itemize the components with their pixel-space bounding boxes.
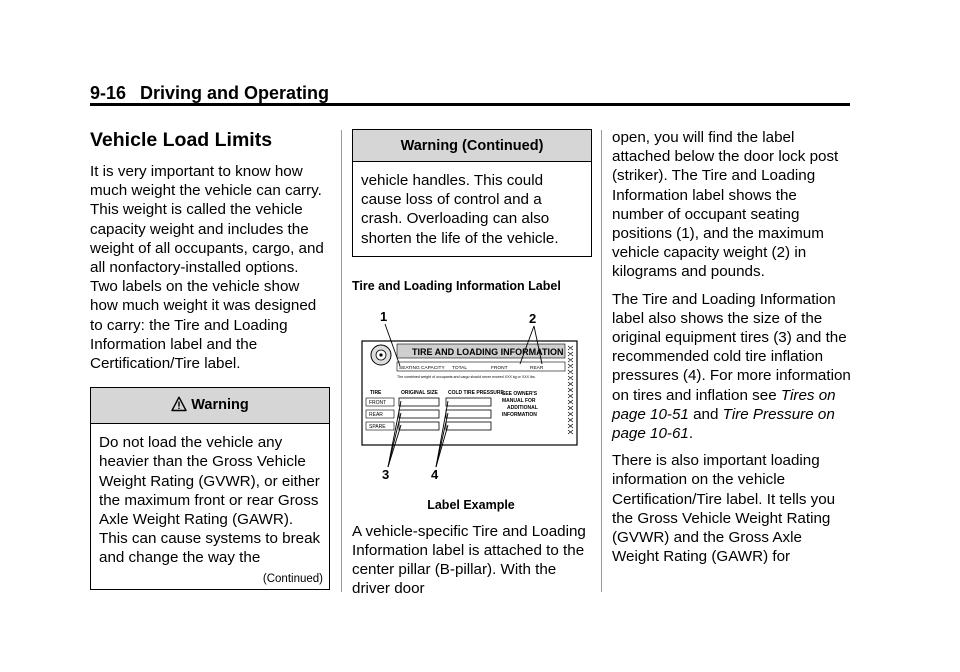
manual-note-line-4: INFORMATION [502,411,537,418]
column-divider [341,130,342,592]
column-3 [612,128,852,574]
warning-header [91,388,329,424]
tire-row-rear: REAR [369,411,383,418]
tire-row-front: FRONT [369,399,387,406]
warning-continued-box [352,129,592,257]
warning-title: Warning [191,397,249,414]
tire-pressure-page-link[interactable]: Tire Pressure on page 10-61 [612,405,835,443]
seating-capacity-label: SEATING CAPACITY [399,365,445,371]
column-2 [352,125,590,599]
tire-label-figure [352,304,590,494]
warning-continued-header: Warning (Continued) [353,130,591,162]
warning-triangle-icon [171,396,187,416]
tire-column-header: TIRE [370,389,382,396]
callout-1: 1 [380,308,388,324]
intro-paragraph: It is very important to know how much weight the vehicle can carry. This weight is called the vehicle capacity weight and includes the weight of all occupants, cargo, and all nonfactory-installed options. Two labels on the vehicle show how much weight it was designed to carry: the Tire and Loading Information label and the Certification/Tire label. [90,163,324,373]
pressure-column-header: COLD TIRE PRESSURE [448,389,504,396]
warning-box [90,387,330,589]
size-column-header: ORIGINAL SIZE [401,389,438,396]
figure-heading: Tire and Loading Information Label [352,278,561,293]
continued-note: (Continued) [262,572,323,585]
link-conjunction: and [693,405,719,423]
manual-note-line-2: MANUAL FOR [502,397,536,404]
callout-4: 4 [431,466,439,482]
paragraph-tire-info-text: The Tire and Loading Information label also shows the size of the original equipment tires (3) and the recommended cold tire inflation pressures (4). For more information on tires and inflation see [612,290,851,404]
sentence-end: . [688,425,694,443]
column-divider [601,130,602,592]
chapter-title: Driving and Operating [140,83,330,103]
header-rule [90,103,850,106]
callout-2: 2 [529,310,537,326]
seating-rear-label: REAR [530,365,544,371]
seating-total-label: TOTAL [452,365,468,371]
paragraph-label-contents: open, you will find the label attached below the door lock post (striker). The Tire and Loading Information label shows the number of occupant seating positions (1), and the maximum vehicle capacity weight (2) in kilograms and pounds. [612,129,839,281]
tires-page-link[interactable]: Tires on page 10-51 [612,386,836,423]
manual-note-line-3: ADDITIONAL [507,404,538,411]
paragraph-certification-label: There is also important loading information on the vehicle Certification/Tire label. It tells you the Gross Vehicle Weight Rating (GVWR) and the Gross Axle Weight Rating (GAWR) for [612,452,836,566]
callout-3: 3 [382,466,390,482]
page-header [90,83,850,105]
label-title: TIRE AND LOADING INFORMATION [412,346,564,357]
column-1 [90,125,330,590]
figure-caption: Label Example [427,497,515,512]
seating-front-label: FRONT [491,365,508,371]
warning-text: Do not load the vehicle any heavier than the Gross Vehicle Weight Rating (GVWR), or either the maximum front or rear Gross Axle Weight Rating (GAWR). This can cause systems to break and change the way the [99,434,321,567]
label-location-paragraph: A vehicle-specific Tire and Loading Information label is attached to the center pillar (B-pillar). With the driver door [352,522,586,598]
section-title: Vehicle Load Limits [90,129,273,151]
paragraph-tire-info [612,290,852,444]
running-header [90,83,329,103]
tire-row-spare: SPARE [369,423,386,430]
warning-continued-text: vehicle handles. This could cause loss of control and a crash. Overloading can also shorten the life of the vehicle. [361,172,559,247]
manual-note-line-1: SEE OWNER'S [502,390,538,397]
tire-symbol-icon [371,345,391,365]
weight-note: The combined weight of occupants and cargo should never exceed XXX kg or XXX lbs. [397,374,536,379]
page-number: 9-16 [90,83,127,103]
